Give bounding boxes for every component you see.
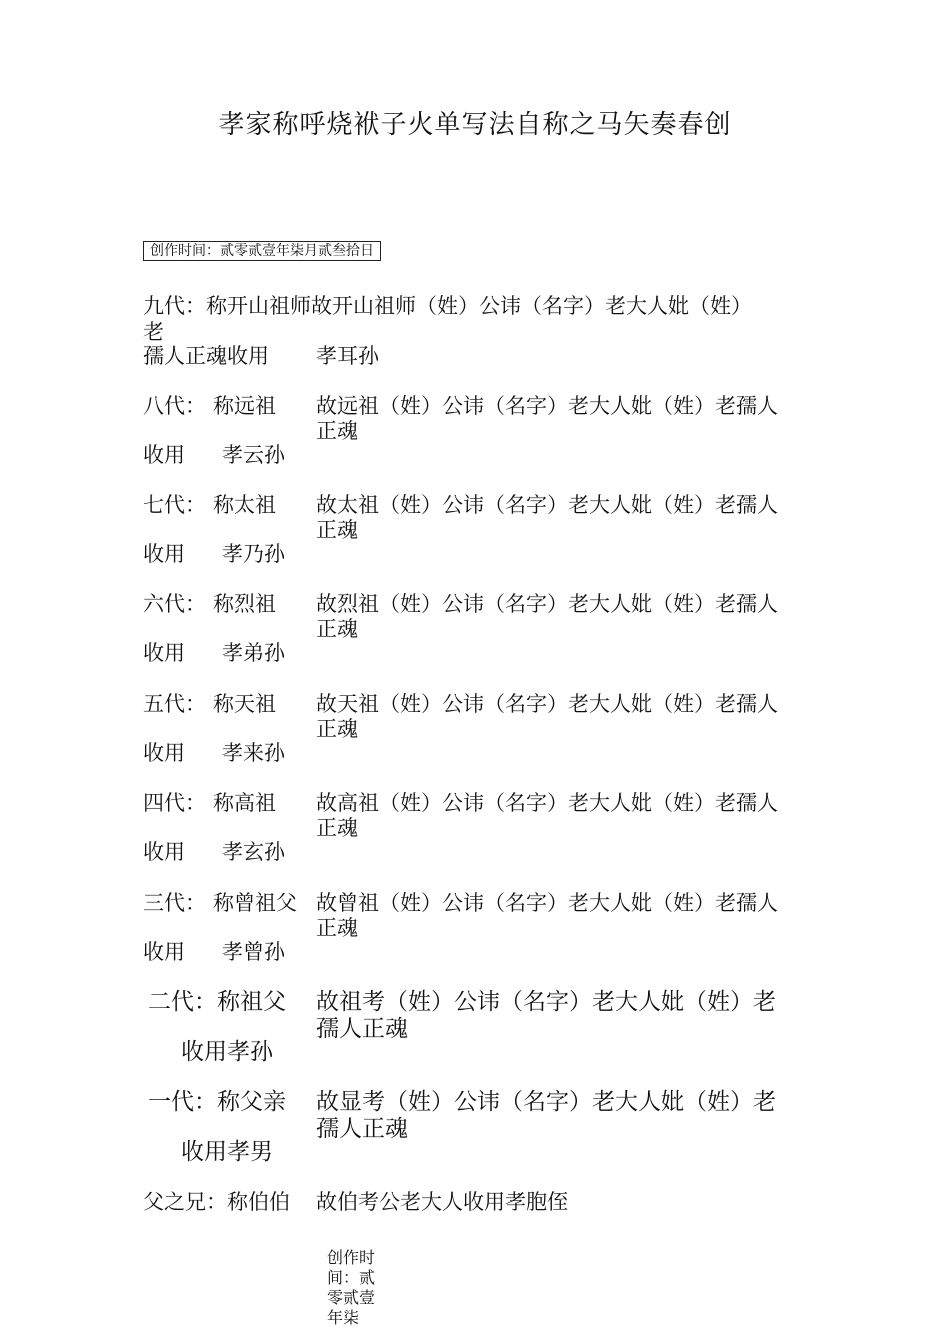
gen8-son: 孝云孙 — [222, 443, 285, 467]
gen3-label: 三代： — [143, 891, 206, 915]
gen4-receive: 收用 — [143, 840, 185, 864]
gen4-son: 孝玄孙 — [222, 840, 285, 864]
gen7-son: 孝乃孙 — [222, 542, 285, 566]
gen8-label: 八代： — [143, 394, 206, 418]
uncle-text: 故伯考公老大人收用孝胞侄 — [316, 1190, 568, 1214]
gen8-text2: 正魂 — [316, 419, 358, 443]
gen7-label: 七代： — [143, 493, 206, 517]
gen5-text1: 故天祖（姓）公讳（名字）老大人妣（姓）老孺人 — [316, 692, 778, 716]
uncle-label: 父之兄：称伯伯 — [143, 1190, 290, 1214]
gen2-text1: 故祖考（姓）公讳（名字）老大人妣（姓）老 — [316, 989, 776, 1015]
gen9-receive: 孺人正魂收用 — [143, 344, 269, 368]
gen1-receive: 收用孝男 — [181, 1139, 273, 1165]
gen2-text2: 孺人正魂 — [316, 1016, 408, 1042]
gen8-receive: 收用 — [143, 443, 185, 467]
gen8-title: 称远祖 — [213, 394, 276, 418]
gen3-text2: 正魂 — [316, 916, 358, 940]
gen8-text1: 故远祖（姓）公讳（名字）老大人妣（姓）老孺人 — [316, 394, 778, 418]
gen7-text1: 故太祖（姓）公讳（名字）老大人妣（姓）老孺人 — [316, 493, 778, 517]
gen3-text1: 故曾祖（姓）公讳（名字）老大人妣（姓）老孺人 — [316, 891, 778, 915]
gen7-text2: 正魂 — [316, 518, 358, 542]
creation-time-stamp: 创作时间：贰零贰壹年柒月贰叁拾日 — [143, 241, 381, 261]
gen6-receive: 收用 — [143, 641, 185, 665]
gen4-label: 四代： — [143, 791, 206, 815]
gen6-title: 称烈祖 — [213, 592, 276, 616]
footer-creation-time: 创作时间：贰零贰壹年柒 — [327, 1248, 376, 1327]
gen3-son: 孝曾孙 — [222, 940, 285, 964]
document-title: 孝家称呼烧袱子火单写法自称之马矢奏春创 — [218, 110, 732, 140]
gen1-text1: 故显考（姓）公讳（名字）老大人妣（姓）老 — [316, 1089, 776, 1115]
gen4-title: 称高祖 — [213, 791, 276, 815]
gen2-receive: 收用孝孙 — [181, 1039, 273, 1065]
gen9-line1: 九代：称开山祖师故开山祖师（姓）公讳（名字）老大人妣（姓） — [143, 294, 752, 318]
gen1-label: 一代：称父亲 — [148, 1089, 286, 1115]
gen6-text2: 正魂 — [316, 617, 358, 641]
gen6-text1: 故烈祖（姓）公讳（名字）老大人妣（姓）老孺人 — [316, 592, 778, 616]
gen4-text1: 故高祖（姓）公讳（名字）老大人妣（姓）老孺人 — [316, 791, 778, 815]
gen5-title: 称天祖 — [213, 692, 276, 716]
gen4-text2: 正魂 — [316, 816, 358, 840]
gen9-son: 孝耳孙 — [316, 344, 379, 368]
gen2-label: 二代：称祖父 — [148, 989, 286, 1015]
gen7-receive: 收用 — [143, 542, 185, 566]
gen5-receive: 收用 — [143, 741, 185, 765]
gen3-title: 称曾祖父 — [213, 891, 297, 915]
gen3-receive: 收用 — [143, 940, 185, 964]
gen7-title: 称太祖 — [213, 493, 276, 517]
gen1-text2: 孺人正魂 — [316, 1116, 408, 1142]
gen5-son: 孝来孙 — [222, 741, 285, 765]
gen5-label: 五代： — [143, 692, 206, 716]
gen6-son: 孝弟孙 — [222, 641, 285, 665]
gen5-text2: 正魂 — [316, 717, 358, 741]
gen9-line2: 老 — [143, 320, 164, 344]
gen6-label: 六代： — [143, 592, 206, 616]
